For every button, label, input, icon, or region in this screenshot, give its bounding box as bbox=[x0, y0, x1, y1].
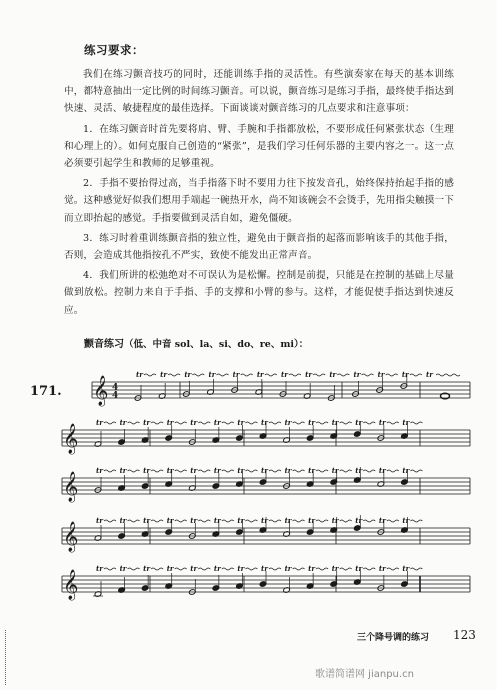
trill-wave-icon bbox=[340, 470, 352, 472]
trill-mark-icon: tr bbox=[119, 564, 127, 573]
trill-wave-icon bbox=[104, 422, 116, 424]
trill-mark-icon: tr bbox=[166, 418, 174, 427]
trill-mark-icon: tr bbox=[377, 370, 385, 379]
trill-wave-icon bbox=[410, 520, 422, 522]
trill-wave-icon bbox=[151, 568, 163, 570]
trill-wave-icon bbox=[387, 568, 399, 570]
section-heading: 练习要求： bbox=[84, 43, 144, 57]
trill-wave-icon bbox=[217, 374, 229, 376]
trill-wave-icon bbox=[151, 470, 163, 472]
trill-wave-icon bbox=[198, 568, 210, 570]
trill-mark-icon: tr bbox=[329, 370, 337, 379]
trill-wave-icon bbox=[144, 374, 156, 376]
trill-wave-icon bbox=[387, 520, 399, 522]
exercise-number: 171. bbox=[30, 384, 62, 399]
trill-wave-icon bbox=[289, 374, 301, 376]
trill-mark-icon: tr bbox=[143, 564, 151, 573]
page-number: 123 bbox=[453, 628, 476, 642]
trill-mark-icon: tr bbox=[378, 516, 386, 525]
trill-mark-icon: tr bbox=[355, 564, 363, 573]
trill-wave-icon bbox=[363, 422, 375, 424]
treble-clef-icon: 𝄞 bbox=[63, 522, 79, 552]
trill-wave-icon bbox=[151, 520, 163, 522]
trill-wave-icon bbox=[222, 470, 234, 472]
trill-mark-icon: tr bbox=[331, 516, 339, 525]
paragraph-3: 3．练习时着重训练颤音指的独立性，避免由于颤音指的起落而影响该手的其他手指，否则，会造成其他指按孔不严实，致使不能发出正常声音。 bbox=[64, 232, 454, 262]
trill-mark-icon: tr bbox=[331, 564, 339, 573]
trill-mark-icon: tr bbox=[308, 418, 316, 427]
trill-mark-icon: tr bbox=[308, 516, 316, 525]
trill-mark-icon: tr bbox=[96, 418, 103, 427]
trill-wave-icon bbox=[293, 422, 305, 424]
trill-mark-icon: tr bbox=[353, 370, 361, 379]
trill-wave-icon bbox=[104, 520, 116, 522]
trill-wave-icon bbox=[175, 520, 187, 522]
trill-wave-icon bbox=[410, 470, 422, 472]
trill-mark-icon: tr bbox=[119, 418, 127, 427]
trill-wave-icon bbox=[168, 374, 180, 376]
trill-mark-icon: tr bbox=[355, 466, 363, 475]
trill-mark-icon: tr bbox=[143, 466, 151, 475]
trill-wave-icon bbox=[245, 470, 257, 472]
trill-wave-icon bbox=[245, 422, 257, 424]
trill-wave-icon bbox=[222, 568, 234, 570]
trill-wave-icon bbox=[337, 374, 349, 376]
trill-mark-icon: tr bbox=[119, 466, 127, 475]
trill-wave-icon bbox=[198, 422, 210, 424]
trill-mark-icon: tr bbox=[96, 466, 103, 475]
trill-mark-icon: tr bbox=[402, 564, 410, 573]
time-signature-top: 4 bbox=[112, 383, 119, 393]
trill-mark-icon: tr bbox=[237, 418, 245, 427]
trill-mark-icon: tr bbox=[256, 370, 264, 379]
trill-mark-icon: tr bbox=[166, 466, 174, 475]
trill-wave-icon bbox=[175, 422, 187, 424]
trill-wave-icon bbox=[192, 374, 204, 376]
trill-wave-icon bbox=[241, 374, 253, 376]
trill-wave-icon bbox=[293, 520, 305, 522]
trill-wave-icon bbox=[293, 568, 305, 570]
trill-mark-icon: tr bbox=[190, 516, 198, 525]
body-text bbox=[64, 66, 454, 322]
page-edge-mark bbox=[5, 630, 7, 685]
trill-mark-icon: tr bbox=[237, 516, 245, 525]
trill-mark-icon: tr bbox=[143, 516, 151, 525]
trill-wave-icon bbox=[386, 374, 398, 376]
trill-wave-icon bbox=[340, 520, 352, 522]
trill-wave-icon bbox=[316, 520, 328, 522]
trill-wave-icon bbox=[245, 520, 257, 522]
trill-mark-icon: tr bbox=[143, 418, 151, 427]
trill-wave-icon bbox=[245, 568, 257, 570]
exercise-title bbox=[84, 335, 308, 350]
trill-mark-icon: tr bbox=[213, 466, 221, 475]
trill-wave-icon bbox=[175, 470, 187, 472]
trill-mark-icon: tr bbox=[136, 370, 143, 379]
trill-wave-icon bbox=[128, 470, 140, 472]
trill-mark-icon: tr bbox=[213, 564, 221, 573]
trill-wave-icon bbox=[387, 470, 399, 472]
trill-wave-icon bbox=[222, 520, 234, 522]
paragraph-4: 4．我们所讲的松弛绝对不可误认为是松懈。控制是前提，只能是在控制的基础上尽量做到放松。控制力来自于手指、手的支撑和小臂的参与。这样，才能促使手指达到快速反应。 bbox=[64, 270, 454, 316]
trill-wave-icon bbox=[313, 374, 325, 376]
trill-wave-icon bbox=[410, 568, 422, 570]
trill-wave-icon bbox=[316, 470, 328, 472]
music-staves bbox=[0, 370, 497, 620]
trill-mark-icon: tr bbox=[331, 466, 339, 475]
trill-wave-icon bbox=[265, 374, 277, 376]
trill-wave-icon bbox=[128, 520, 140, 522]
trill-wave-icon bbox=[151, 422, 163, 424]
trill-mark-icon: tr bbox=[426, 370, 433, 379]
watermark-text: 歌谱简谱网 jianpu.cn bbox=[315, 669, 414, 680]
trill-mark-icon: tr bbox=[401, 370, 409, 379]
trill-mark-icon: tr bbox=[96, 564, 103, 573]
treble-clef-icon: 𝄞 bbox=[63, 570, 79, 600]
trill-mark-icon: tr bbox=[184, 370, 192, 379]
trill-wave-icon bbox=[293, 470, 305, 472]
trill-wave-icon bbox=[362, 374, 374, 376]
trill-wave-icon bbox=[436, 374, 460, 376]
footer-title: 三个降号调的练习 bbox=[357, 633, 430, 643]
trill-wave-icon bbox=[269, 470, 281, 472]
trill-mark-icon: tr bbox=[378, 564, 386, 573]
trill-wave-icon bbox=[363, 470, 375, 472]
trill-wave-icon bbox=[198, 520, 210, 522]
trill-mark-icon: tr bbox=[166, 564, 174, 573]
trill-mark-icon: tr bbox=[237, 466, 245, 475]
trill-mark-icon: tr bbox=[284, 418, 292, 427]
trill-mark-icon: tr bbox=[160, 370, 168, 379]
trill-mark-icon: tr bbox=[119, 516, 127, 525]
paragraph-2: 2．手指不要抬得过高，当手指落下时不要用力往下按发音孔，始终保持抬起手指的感觉。这种感觉好似我们想用手端起一碗热开水，尚不知该碗会不会烫手，先用指尖触摸一下而立即抬起的感觉。手指要做到灵活自如，避免僵硬。 bbox=[64, 178, 454, 224]
trill-wave-icon bbox=[316, 568, 328, 570]
trill-wave-icon bbox=[316, 422, 328, 424]
trill-mark-icon: tr bbox=[261, 466, 268, 475]
trill-mark-icon: tr bbox=[213, 516, 221, 525]
trill-mark-icon: tr bbox=[261, 418, 268, 427]
paragraph-intro: 我们在练习颤音技巧的同时，还能训练手指的灵活性。有些演奏家在每天的基本训练中，都特意抽出一定比例的时间练习颤音。可以说，颤音练习是练习手指，最终使手指达到快速、灵活、敏捷程度的最佳选择。下面谈谈对颤音练习的几点要求和注意事项： bbox=[64, 69, 454, 115]
trill-mark-icon: tr bbox=[237, 564, 245, 573]
trill-wave-icon bbox=[363, 568, 375, 570]
trill-mark-icon: tr bbox=[190, 564, 198, 573]
trill-mark-icon: tr bbox=[308, 466, 316, 475]
trill-wave-icon bbox=[222, 422, 234, 424]
trill-mark-icon: tr bbox=[213, 418, 221, 427]
paragraph-1: 1．在练习颤音时首先要将肩、臂、手腕和手指都放松，不要形成任何紧张状态（生理和心理上的）。如何克服自己创造的“紧张”，是我们学习任何乐器的主要内容之一。这一点必须要引起学生和教师的足够重视。 bbox=[64, 123, 454, 170]
trill-wave-icon bbox=[340, 422, 352, 424]
trill-mark-icon: tr bbox=[190, 466, 198, 475]
trill-mark-icon: tr bbox=[190, 418, 198, 427]
trill-mark-icon: tr bbox=[281, 370, 288, 379]
exercise-title-sub: （低、中音 sol、la、si、do、re、mi）： bbox=[124, 339, 309, 350]
trill-mark-icon: tr bbox=[284, 466, 292, 475]
trill-mark-icon: tr bbox=[261, 564, 268, 573]
trill-wave-icon bbox=[198, 470, 210, 472]
trill-mark-icon: tr bbox=[305, 370, 313, 379]
trill-mark-icon: tr bbox=[284, 516, 292, 525]
trill-wave-icon bbox=[363, 520, 375, 522]
trill-mark-icon: tr bbox=[378, 418, 386, 427]
trill-mark-icon: tr bbox=[331, 418, 339, 427]
trill-wave-icon bbox=[104, 470, 116, 472]
trill-wave-icon bbox=[410, 374, 422, 376]
trill-mark-icon: tr bbox=[402, 418, 410, 427]
trill-mark-icon: tr bbox=[402, 466, 410, 475]
treble-clef-icon: 𝄞 bbox=[93, 376, 109, 406]
trill-mark-icon: tr bbox=[232, 370, 240, 379]
trill-wave-icon bbox=[269, 422, 281, 424]
trill-mark-icon: tr bbox=[355, 516, 363, 525]
trill-wave-icon bbox=[128, 422, 140, 424]
trill-mark-icon: tr bbox=[166, 516, 174, 525]
trill-wave-icon bbox=[387, 422, 399, 424]
trill-wave-icon bbox=[410, 422, 422, 424]
trill-wave-icon bbox=[269, 568, 281, 570]
trill-mark-icon: tr bbox=[208, 370, 216, 379]
trill-mark-icon: tr bbox=[308, 564, 316, 573]
trill-mark-icon: tr bbox=[96, 516, 103, 525]
trill-mark-icon: tr bbox=[284, 564, 292, 573]
treble-clef-icon: 𝄞 bbox=[63, 472, 79, 502]
treble-clef-icon: 𝄞 bbox=[63, 424, 79, 454]
trill-wave-icon bbox=[269, 520, 281, 522]
time-signature-bottom: 4 bbox=[112, 391, 119, 401]
exercise-title-main: 颤音练习 bbox=[84, 339, 124, 350]
trill-wave-icon bbox=[104, 568, 116, 570]
trill-mark-icon: tr bbox=[355, 418, 363, 427]
trill-wave-icon bbox=[340, 568, 352, 570]
trill-wave-icon bbox=[175, 568, 187, 570]
trill-mark-icon: tr bbox=[402, 516, 410, 525]
trill-wave-icon bbox=[128, 568, 140, 570]
trill-mark-icon: tr bbox=[261, 516, 268, 525]
trill-mark-icon: tr bbox=[378, 466, 386, 475]
